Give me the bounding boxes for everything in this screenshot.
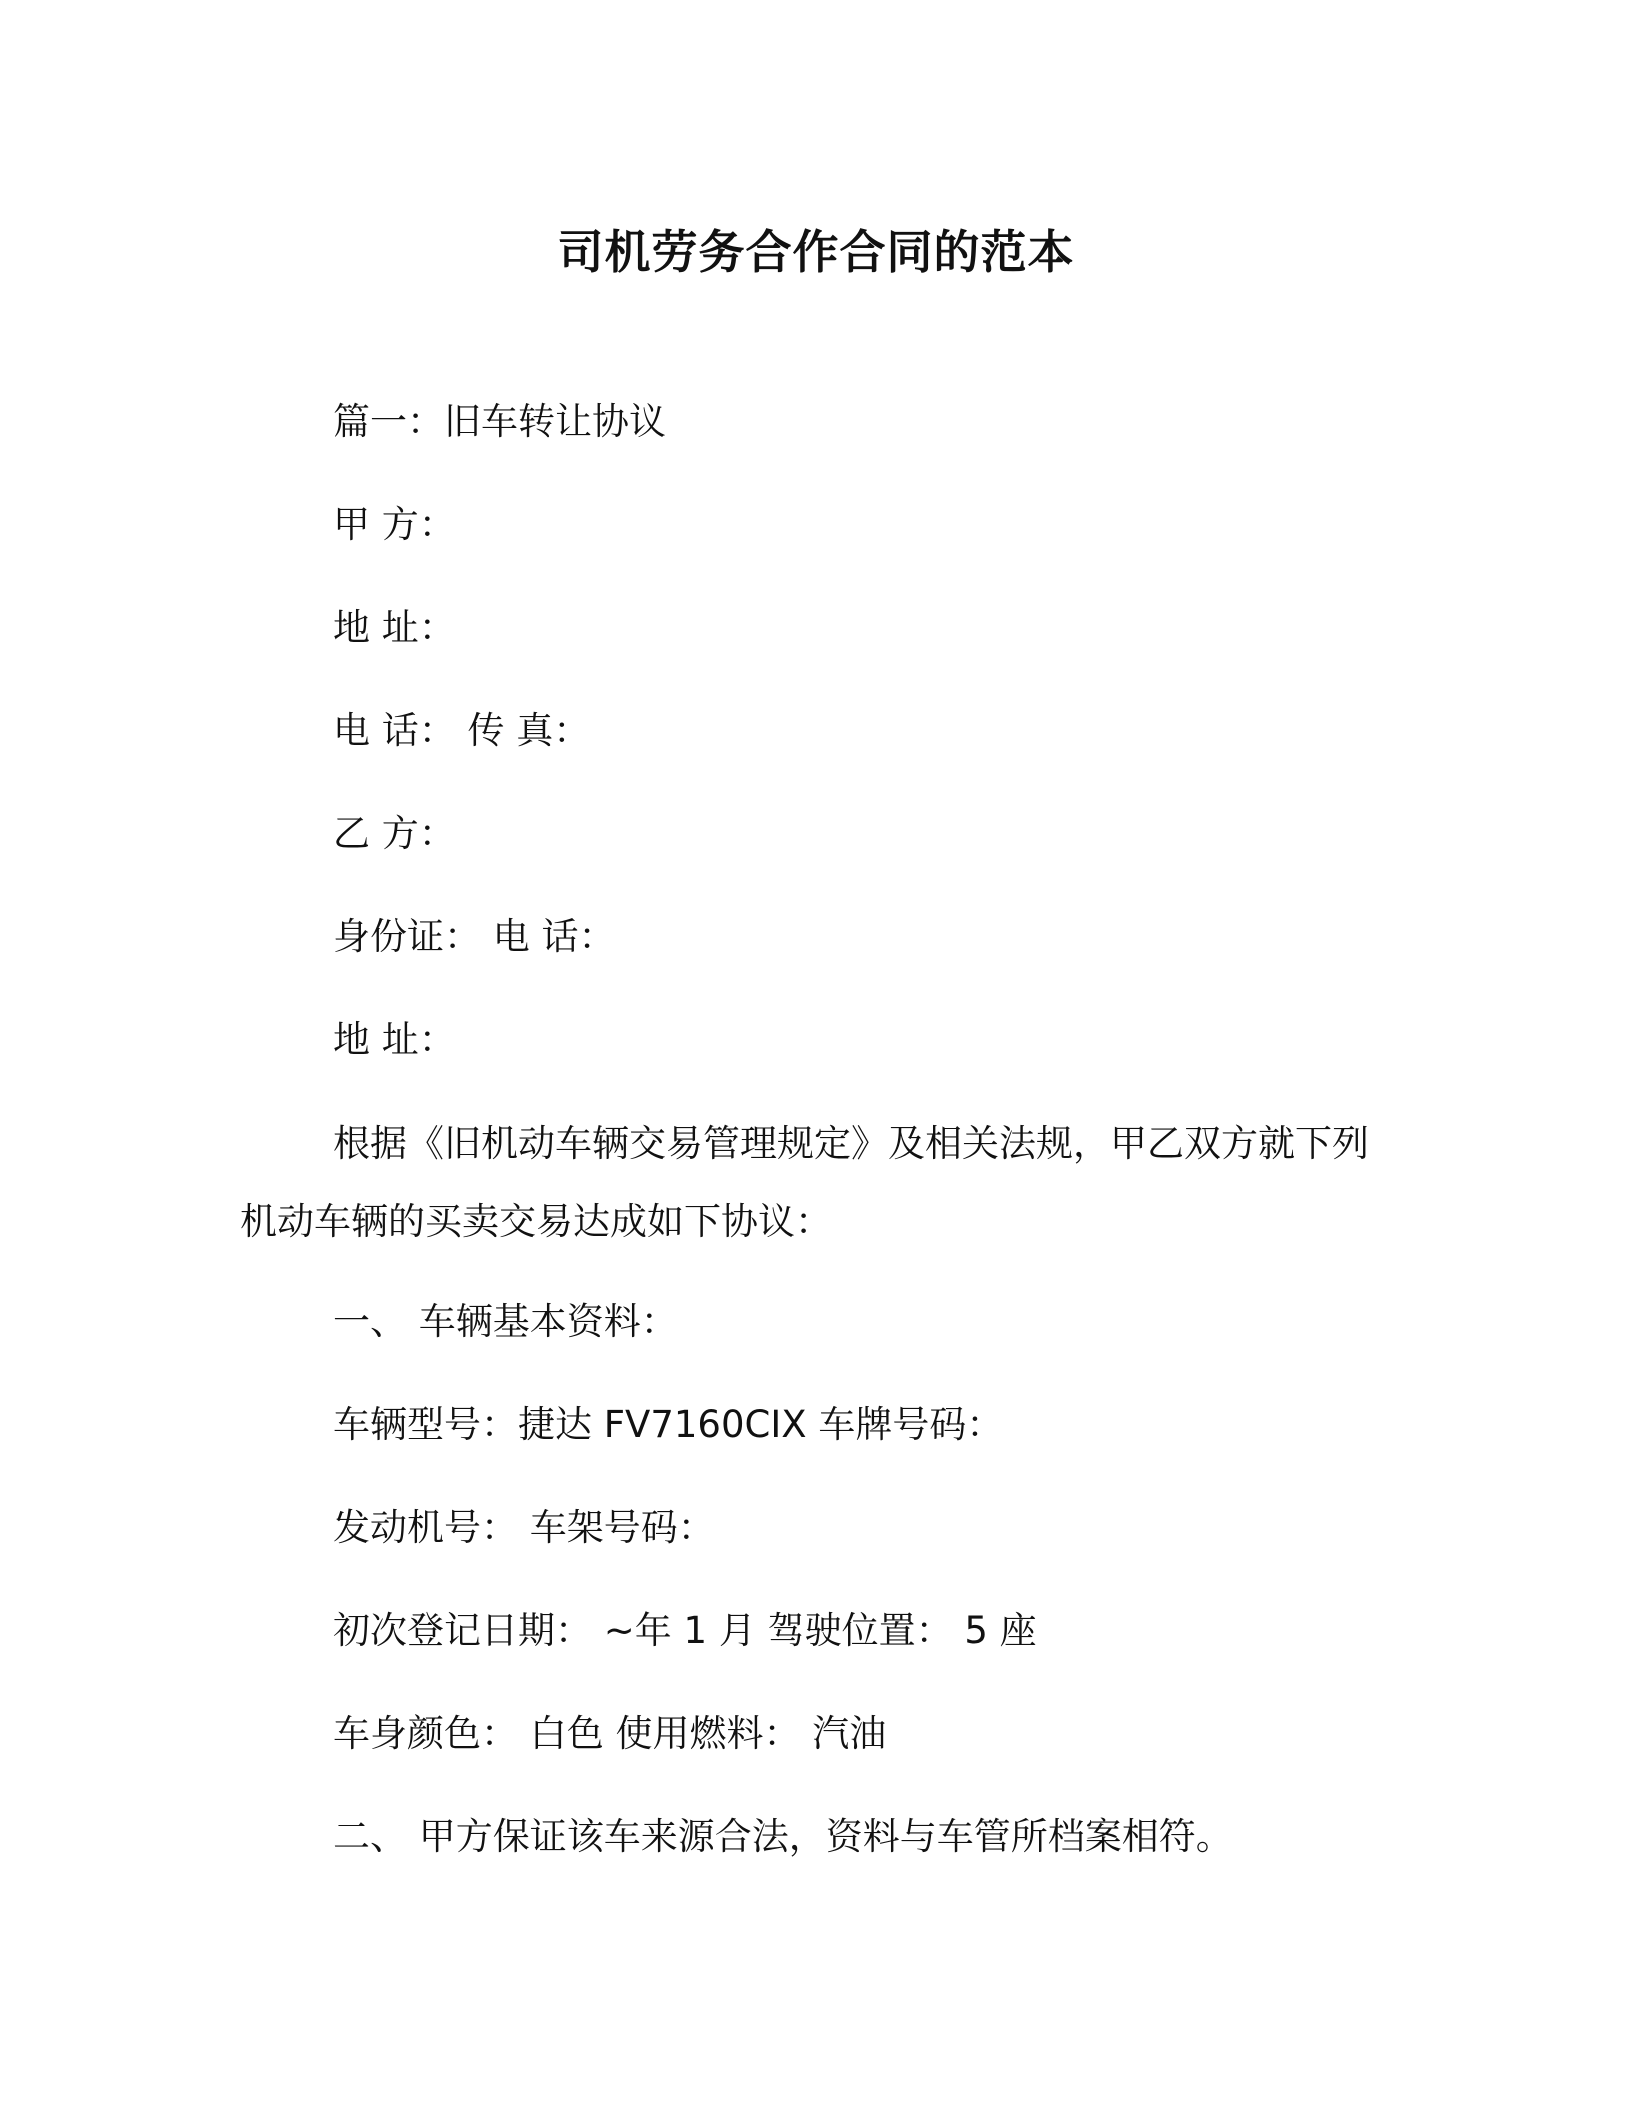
party-b-address-line: 地 址： <box>333 1018 456 1061</box>
party-b-id-phone-line: 身份证： 电 话： <box>333 915 616 958</box>
document-title: 司机劳务合作合同的范本 <box>557 225 1075 279</box>
color-fuel-line: 车身颜色： 白色 使用燃料： 汽油 <box>333 1712 887 1755</box>
section-1-heading: 一、 车辆基本资料： <box>333 1300 678 1343</box>
vehicle-model-line: 车辆型号：捷达 FV7160CIX 车牌号码： <box>333 1403 1004 1446</box>
intro-paragraph <box>240 1105 1400 1261</box>
section-2-heading: 二、 甲方保证该车来源合法，资料与车管所档案相符。 <box>333 1815 1233 1858</box>
party-b-line: 乙 方： <box>333 812 456 855</box>
party-a-line: 甲 方： <box>333 503 456 546</box>
engine-frame-line: 发动机号： 车架号码： <box>333 1506 715 1549</box>
party-a-phone-fax-line: 电 话： 传 真： <box>333 709 591 752</box>
party-a-address-line: 地 址： <box>333 606 456 649</box>
intro-paragraph-line-2: 机动车辆的买卖交易达成如下协议： <box>240 1200 832 1243</box>
intro-paragraph-line-1: 根据《旧机动车辆交易管理规定》及相关法规，甲乙双方就下列 <box>333 1122 1369 1165</box>
part-heading: 篇一：旧车转让协议 <box>333 400 666 443</box>
registration-seat-line: 初次登记日期： ~年 1 月 驾驶位置： 5 座 <box>333 1609 1037 1652</box>
